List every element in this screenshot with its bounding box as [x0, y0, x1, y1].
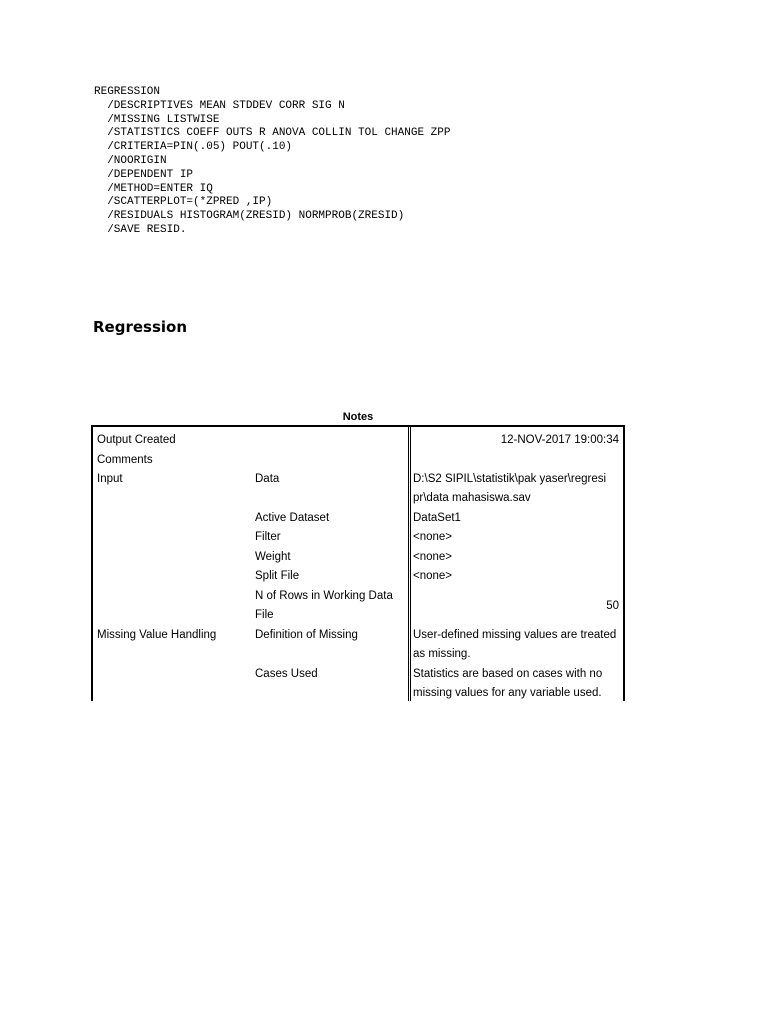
filter-label: Filter	[255, 531, 281, 543]
n-rows-label-line1: N of Rows in Working Data	[255, 590, 393, 602]
active-dataset-value: DataSet1	[413, 512, 461, 524]
comments-label: Comments	[97, 454, 153, 466]
section-title: Regression	[93, 318, 188, 336]
data-value-line1: D:\S2 SIPIL\statistik\pak yaser\regresi	[413, 473, 607, 485]
syntax-line: /SAVE RESID.	[94, 223, 187, 236]
data-value-line2: pr\data mahasiswa.sav	[413, 492, 531, 504]
syntax-line: /METHOD=ENTER IQ	[94, 182, 213, 195]
data-label: Data	[255, 473, 280, 485]
split-file-value: <none>	[413, 570, 453, 582]
definition-missing-value-line1: User-defined missing values are treated	[413, 629, 617, 641]
split-file-label: Split File	[255, 570, 300, 582]
syntax-line: /SCATTERPLOT=(*ZPRED ,IP)	[94, 196, 273, 209]
n-rows-label-line2: File	[255, 609, 274, 621]
weight-value: <none>	[413, 551, 453, 563]
cases-used-value-line2: missing values for any variable used.	[413, 687, 602, 699]
missing-handling-label: Missing Value Handling	[97, 629, 217, 641]
syntax-line: /RESIDUALS HISTOGRAM(ZRESID) NORMPROB(ZRESID)	[94, 210, 405, 223]
syntax-line: /DEPENDENT IP	[94, 168, 194, 181]
syntax-line: REGRESSION	[94, 86, 161, 98]
output-created-value: 12-NOV-2017 19:00:34	[500, 434, 619, 446]
syntax-block	[94, 86, 450, 238]
syntax-line: /MISSING LISTWISE	[94, 113, 220, 126]
definition-missing-value-line2: as missing.	[413, 648, 471, 660]
syntax-line: /DESCRIPTIVES MEAN STDDEV CORR SIG N	[94, 99, 345, 112]
cases-used-value-line1: Statistics are based on cases with no	[413, 668, 603, 680]
filter-value: <none>	[413, 531, 453, 543]
weight-label: Weight	[255, 551, 291, 563]
syntax-line: /NOORIGIN	[94, 154, 167, 167]
syntax-line: /STATISTICS COEFF OUTS R ANOVA COLLIN TOL CHANGE ZPP	[94, 127, 451, 140]
n-rows-value: 50	[606, 600, 619, 612]
output-created-label: Output Created	[97, 434, 176, 446]
column-divider	[408, 427, 411, 701]
notes-table	[91, 425, 625, 701]
syntax-line: /CRITERIA=PIN(.05) POUT(.10)	[94, 141, 293, 154]
definition-missing-label: Definition of Missing	[255, 629, 358, 641]
cases-used-label: Cases Used	[255, 668, 318, 680]
active-dataset-label: Active Dataset	[255, 512, 330, 524]
input-label: Input	[97, 473, 123, 485]
notes-caption: Notes	[342, 411, 374, 423]
